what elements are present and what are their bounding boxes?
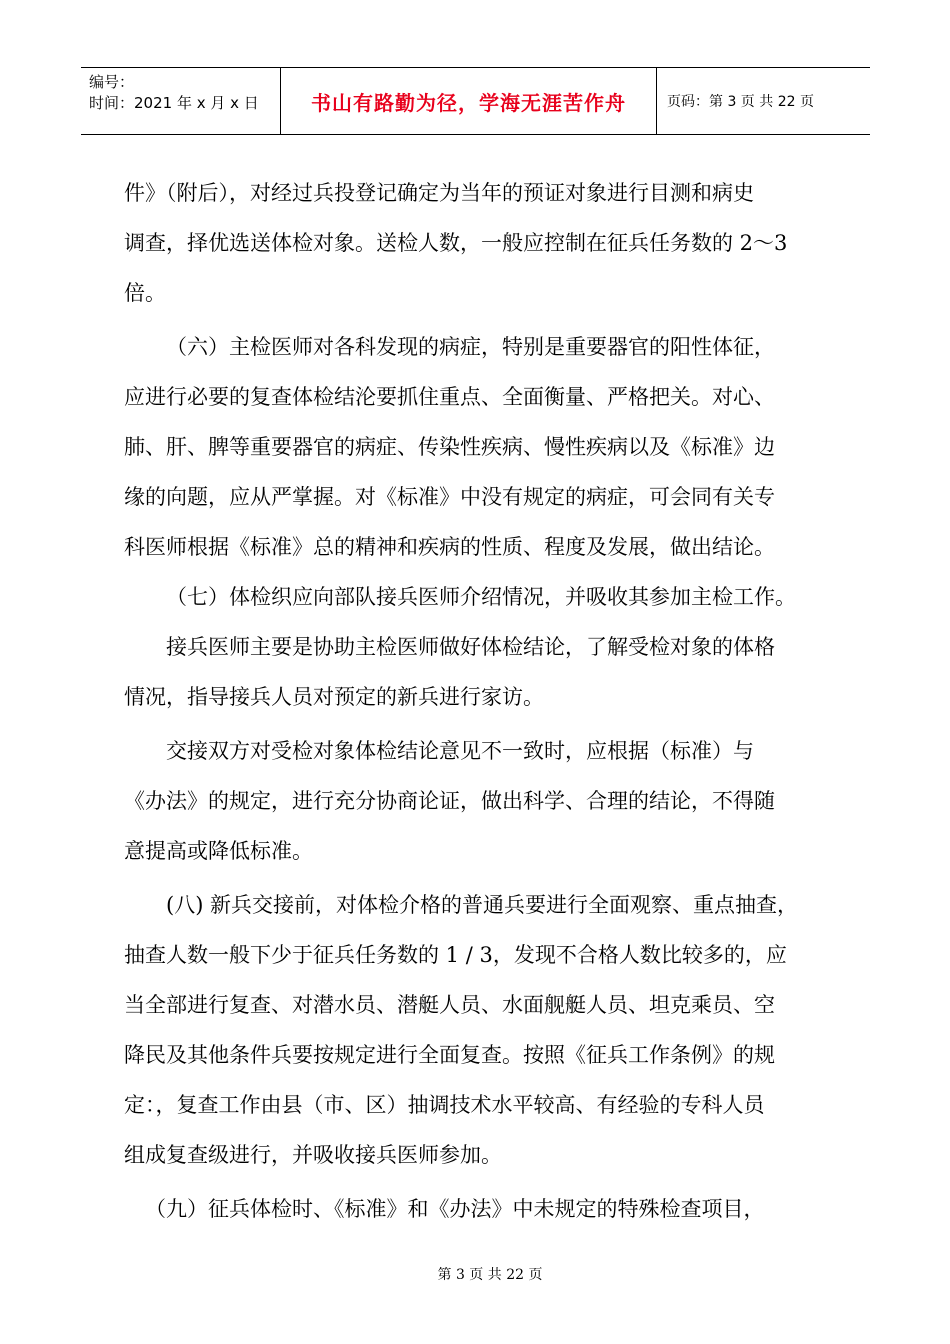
body-line: 缘的向题，应从严掌握。对《标准》中没有规定的病症，可会同有关专 <box>124 485 775 509</box>
body-line: 接兵医师主要是协助主检医师做好体检结论，了解受检对象的体格 <box>166 635 775 659</box>
motto-text: 书山有路勤为径，学海无涯苦作舟 <box>311 90 626 115</box>
page-header <box>81 67 870 135</box>
body-line: 意提高或降低标准。 <box>124 839 313 863</box>
body-line: 情况，指导接兵人员对预定的新兵进行家访。 <box>124 685 544 709</box>
footer-page-number: 第 3 页 共 22 页 <box>437 1267 543 1283</box>
body-line: 交接双方对受检对象体检结论意见不一致时，应根据（标准）与 <box>166 739 754 763</box>
body-line: 当全部进行复查、对潜水员、潜艇人员、水面舰艇人员、坦克乘员、空 <box>124 993 775 1017</box>
body-line: （六）主检医师对各科发现的病症，特别是重要器官的阳性体征， <box>166 335 775 359</box>
body-line: 抽查人数一般下少于征兵任务数的 1 / 3，发现不合格人数比较多的，应 <box>124 943 787 967</box>
page-label: 页码：第 3 页 共 22 页 <box>667 94 814 110</box>
body-line: （九）征兵体检时、《标准》和《办法》中未规定的特殊检查项目， <box>145 1197 765 1221</box>
body-line: 件》（附后），对经过兵投登记确定为当年的预证对象进行目测和病史 <box>124 181 754 205</box>
body-line: 应进行必要的复查体检结沦要抓住重点、全面衡量、严格把关。对心、 <box>124 385 775 409</box>
header-meta <box>81 68 281 134</box>
body-line: 肺、肝、脾等重要器官的病症、传染性疾病、慢性疾病以及《标准》边 <box>124 435 775 459</box>
body-line: （七）体检织应向部队接兵医师介绍情况，并吸收其参加主检工作。 <box>166 585 796 609</box>
body-line: 科医师根据《标准》总的精神和疾病的性质、程度及发展，做出结论。 <box>124 535 775 559</box>
body-line: 调查，择优选送体检对象。送检人数，一般应控制在征兵任务数的 2～3 <box>124 231 788 255</box>
body-line: 《办法》的规定，进行充分协商论证，做出科学、合理的结论，不得随 <box>124 789 775 813</box>
doc-number-label: 编号： <box>89 73 135 91</box>
header-page-cell <box>657 68 870 134</box>
body-line: (八) 新兵交接前，对体检介格的普通兵要进行全面观察、重点抽查， <box>166 893 799 917</box>
doc-date-label: 时间：2021 年 x 月 x 日 <box>89 94 259 112</box>
header-motto-cell <box>281 68 657 134</box>
document-body <box>124 168 836 1234</box>
body-line: 降民及其他条件兵要按规定进行全面复查。按照《征兵工作条例》的规 <box>124 1043 775 1067</box>
page-footer <box>0 1264 950 1284</box>
body-line: 定：，复查工作由县（市、区）抽调技术水平较高、有经验的专科人员 <box>124 1093 765 1117</box>
body-line: 倍。 <box>124 281 166 305</box>
body-line: 组成复查级进行，并吸收接兵医师参加。 <box>124 1143 502 1167</box>
